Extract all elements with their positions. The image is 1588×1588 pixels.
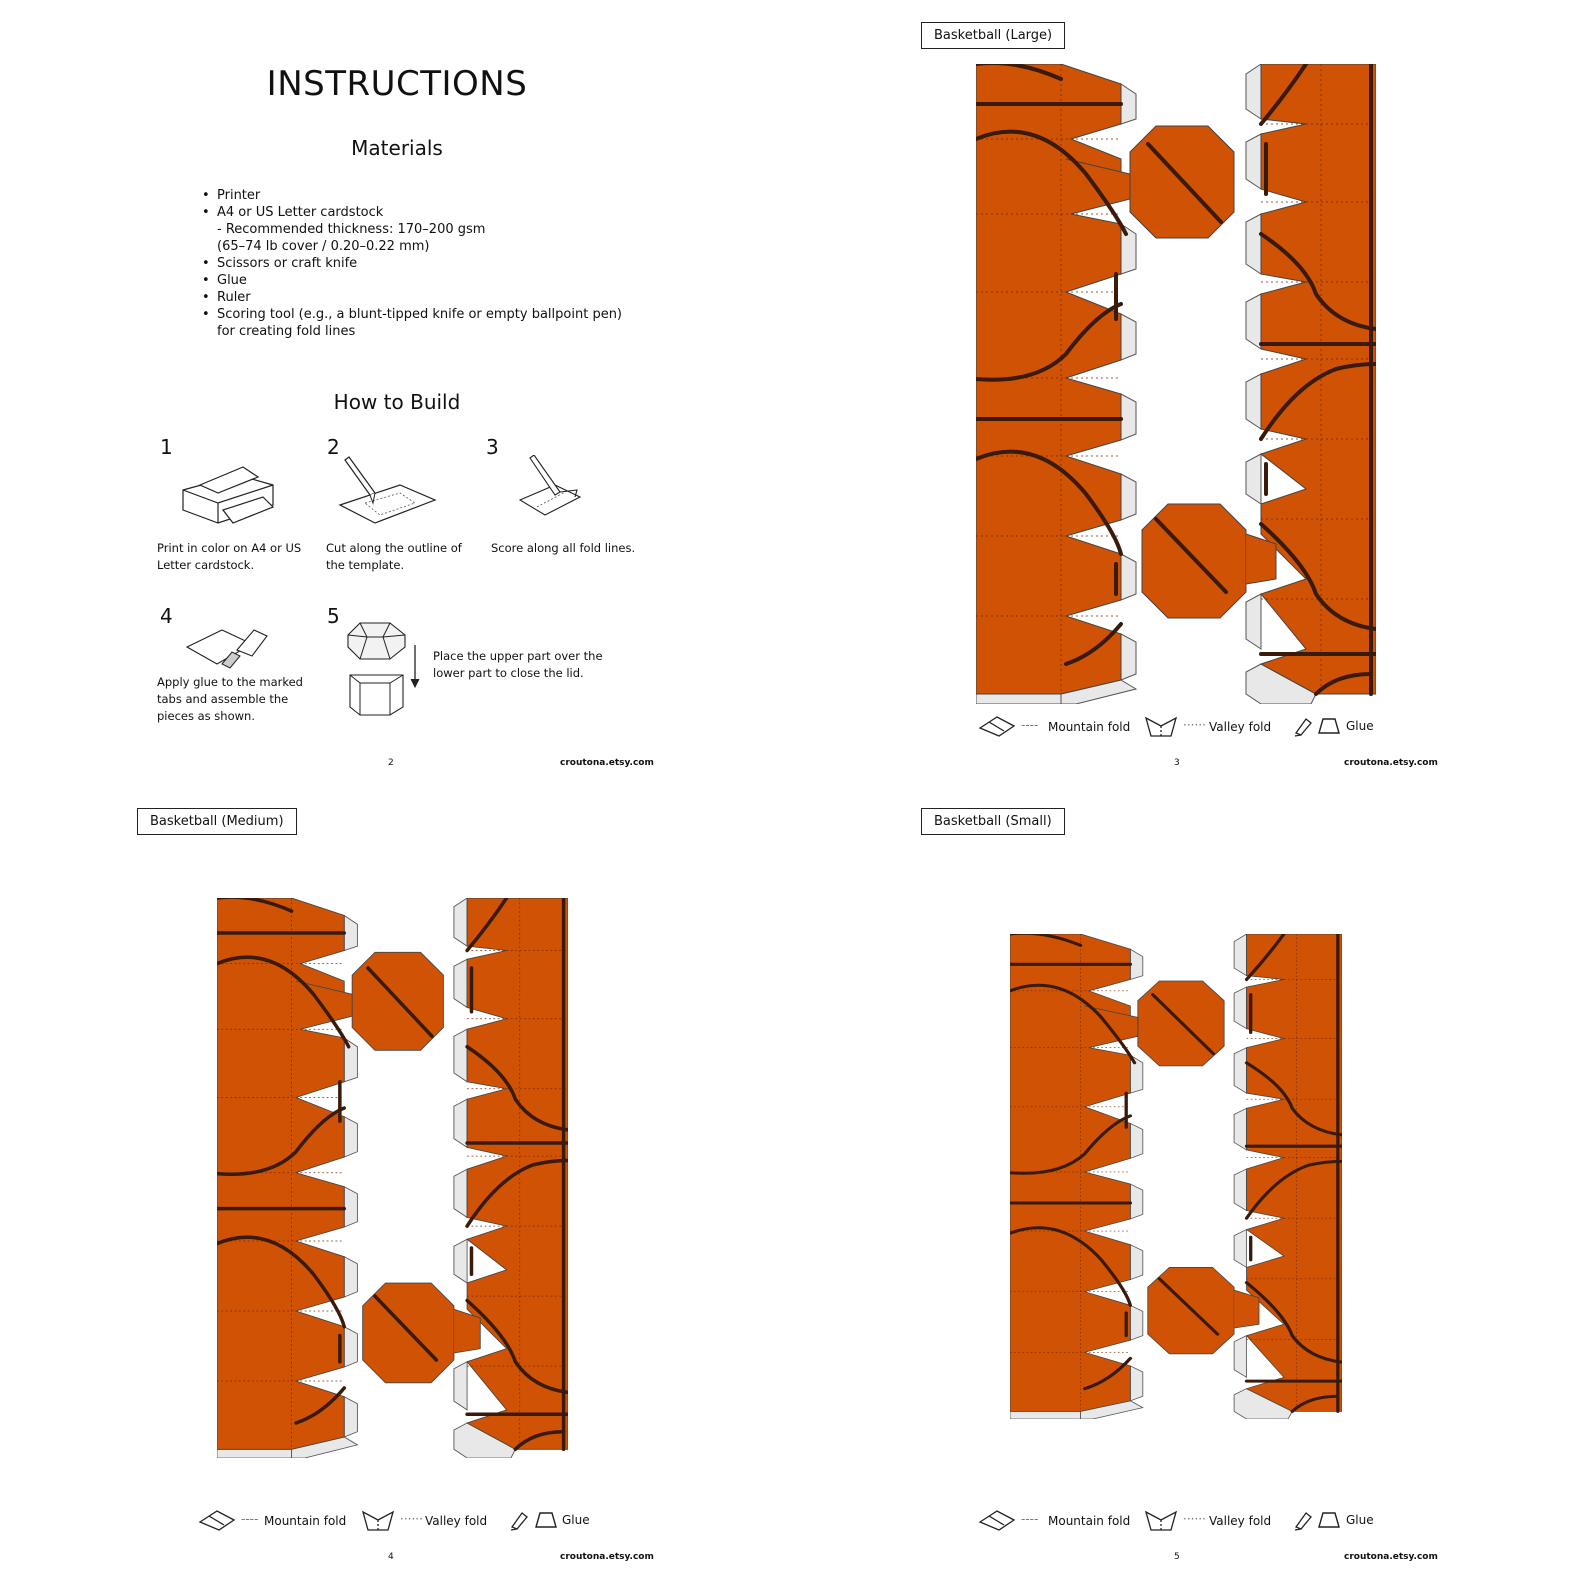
glue-icon [507,1508,531,1532]
printer-icon [178,455,278,530]
step-number: 2 [327,435,340,459]
page-number: 2 [388,758,394,768]
mountain-fold-label: Mountain fold [264,1514,347,1528]
step-text: Apply glue to the marked tabs and assemble the pieces as shown. [157,675,303,723]
template-label: Basketball (Large) [921,22,1065,49]
instructions-page [0,0,794,794]
material-item: • Scissors or craft knife [200,255,622,272]
howto-heading: How to Build [333,390,461,414]
material-item: • Glue [200,272,622,289]
page-number: 3 [1174,758,1180,768]
scoring-tool-icon [515,455,590,525]
craft-knife-icon [335,455,440,530]
mountain-fold-icon [977,714,1017,738]
site-url: croutona.etsy.com [560,758,654,768]
glue-tab-icon [1317,714,1341,738]
material-item: • Scoring tool (e.g., a blunt-tipped knife or empty ballpoint pen) [200,306,622,323]
fold-legend [794,1506,1588,1536]
step-number: 3 [486,435,499,459]
materials-list [200,187,622,340]
glue-tab-icon [1317,1508,1341,1532]
valley-fold-line: ······ [400,1512,423,1526]
basketball-template-medium [217,898,568,1458]
material-item: • Ruler [200,289,622,306]
glue-stick-icon [182,622,277,672]
material-item: - Recommended thickness: 170–200 gsm [217,222,486,237]
materials-heading: Materials [351,136,443,160]
valley-fold-icon [1141,1508,1181,1532]
mountain-fold-icon [977,1508,1017,1532]
valley-fold-label: Valley fold [425,1514,488,1528]
valley-fold-icon [358,1508,398,1532]
valley-fold-label: Valley fold [1209,1514,1272,1528]
basketball-template-large [976,64,1376,704]
valley-fold-label: Valley fold [1209,720,1272,734]
step-text: Print in color on A4 or US Letter cardstock. [157,541,302,572]
mountain-fold-line: ---- [1021,1512,1039,1526]
box-assembly-icon [345,615,425,720]
template-label: Basketball (Small) [921,808,1065,835]
site-url: croutona.etsy.com [1344,758,1438,768]
glue-icon [1291,1508,1315,1532]
material-item: for creating fold lines [217,324,356,339]
glue-tab-icon [534,1508,558,1532]
valley-fold-line: ······ [1183,1512,1206,1526]
step-number: 1 [160,435,173,459]
page-number: 5 [1174,1552,1180,1562]
material-item: • Printer [200,187,622,204]
mountain-fold-line: ---- [1021,718,1039,732]
site-url: croutona.etsy.com [1344,1552,1438,1562]
site-url: croutona.etsy.com [560,1552,654,1562]
glue-icon [1291,714,1315,738]
mountain-fold-label: Mountain fold [1048,720,1131,734]
step-text: Place the upper part over the lower part to close the lid. [433,649,603,680]
material-item: (65–74 lb cover / 0.20–0.22 mm) [217,239,430,254]
fold-legend [794,712,1588,742]
mountain-fold-line: ---- [241,1512,259,1526]
glue-label: Glue [1346,1513,1374,1527]
step-number: 5 [327,604,340,628]
fold-legend [0,1506,794,1536]
valley-fold-icon [1141,714,1181,738]
step-text: Cut along the outline of the template. [326,541,462,572]
step-number: 4 [160,604,173,628]
page-title: INSTRUCTIONS [266,64,528,104]
mountain-fold-icon [197,1508,237,1532]
mountain-fold-label: Mountain fold [1048,1514,1131,1528]
page-number: 4 [388,1552,394,1562]
material-item: • A4 or US Letter cardstock [200,204,622,221]
template-page-large [794,0,1588,794]
glue-label: Glue [562,1513,590,1527]
glue-label: Glue [1346,719,1374,733]
template-label: Basketball (Medium) [137,808,297,835]
template-page-small [794,794,1588,1588]
valley-fold-line: ······ [1183,718,1206,732]
step-text: Score along all fold lines. [491,541,636,555]
basketball-template-small [1010,934,1342,1419]
template-page-medium [0,794,794,1588]
